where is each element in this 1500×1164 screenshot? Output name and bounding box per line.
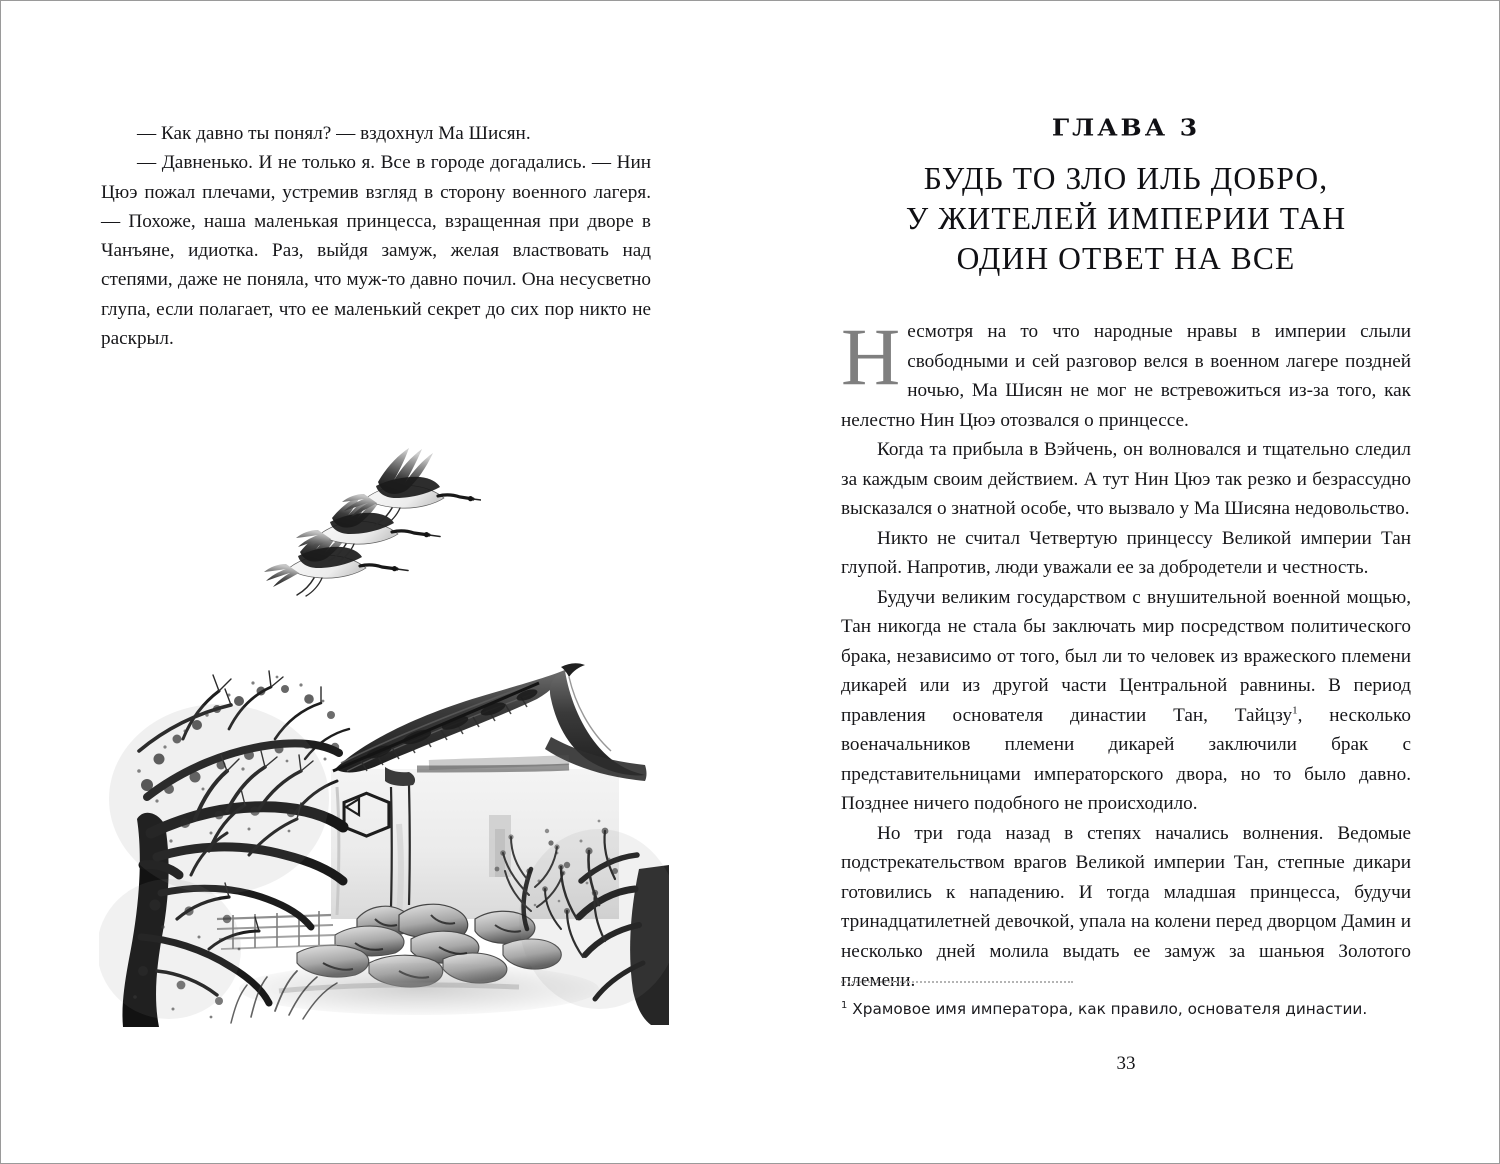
paragraph-text-after-ref: , несколько военачальников племени дикарей заключили брак с представительницами императорского двора, но то было давно. Позднее ничего подобного не происходило. <box>841 704 1411 814</box>
paragraph: Когда та прибыла в Вэйчень, он волновался и тщательно следил за каждым своим действием. А тут Нин Цюэ так резко и безрассудно высказался о знатной особе, что вызвало у Ма Шисяна недовольство. <box>841 439 1411 519</box>
footnote-reference-marker[interactable]: 1 <box>1292 704 1298 717</box>
right-page-text-block <box>841 311 1411 996</box>
footnote-body: Храмовое имя императора, как правило, основателя династии. <box>852 1000 1368 1018</box>
chapter-title-line-1: БУДЬ ТО ЗЛО ИЛЬ ДОБРО, <box>923 161 1329 196</box>
chapter-heading <box>841 113 1411 279</box>
footnote-marker: 1 <box>841 999 848 1011</box>
paragraph: Но три года назад в степях начались волнения. Ведомые подстрекательством врагов Великой империи Тан, степные дикари готовились к нападению. И тогда младшая принцесса, будучи тринадцатилетней девочкой, упала на колени перед дворцом Дамин и несколько дней молила выдать ее замуж за шаньюя Золотого племени. <box>841 822 1411 991</box>
paragraph-text: есмотря на то что народные нравы в империи слыли свободными и сей разговор велся в военном лагере поздней ночью, Ма Шисян не мог не встревожиться из-за того, как нелестно Нин Цюэ отозвался о принцессе. <box>841 321 1411 431</box>
footnote-area <box>841 981 1411 1020</box>
paragraph-with-dropcap <box>841 311 1411 435</box>
left-page-text-block <box>101 119 651 353</box>
flying-cranes-illustration <box>256 426 481 606</box>
curved-tile-roof <box>333 663 647 781</box>
chapter-label: ГЛАВА 3 <box>1051 114 1201 141</box>
paragraph: — Как давно ты понял? — вздохнул Ма Шисян. <box>137 123 531 144</box>
paragraph-text-before-ref: Будучи великим государством с внушительной военной мощью, Тан никогда не стала бы заключать мир посредством политического брака, независимо от того, был ли то человек из вражеского племени дикарей или из другой части Центральной равнины. В период правления основателя династии Тан, Тайцзу <box>841 586 1411 726</box>
paragraph: Никто не считал Четвертую принцессу Великой империи Тан глупой. Напротив, люди уважали ее за добродетели и честность. <box>841 527 1411 578</box>
footnote-separator-rule <box>841 981 1073 985</box>
courtyard-house-illustration <box>99 619 669 1029</box>
page-number: 33 <box>1116 1053 1136 1074</box>
chapter-title-line-3: ОДИН ОТВЕТ НА ВСЕ <box>956 241 1296 276</box>
right-page <box>751 1 1500 1164</box>
paragraph-with-footnote-ref <box>841 583 1411 819</box>
chapter-title-line-2: У ЖИТЕЛЕЙ ИМПЕРИИ ТАН <box>905 201 1347 236</box>
paragraph: — Давненько. И не только я. Все в городе догадались. — Нин Цюэ пожал плечами, устремив взгляд в сторону военного лагеря. — Похоже, наша маленькая принцесса, взращенная при дворе в Чанъяне, идиотка. Раз, выйдя замуж, желая властвовать над степями, даже не поняла, что муж-то давно почил. Она несусветно глупа, если полагает, что ее маленький секрет до сих пор никто не раскрыл. <box>101 152 651 350</box>
left-page <box>1 1 751 1164</box>
footnote-text <box>841 999 1411 1020</box>
drop-cap-letter: Н <box>841 311 901 402</box>
chapter-title <box>841 159 1411 279</box>
